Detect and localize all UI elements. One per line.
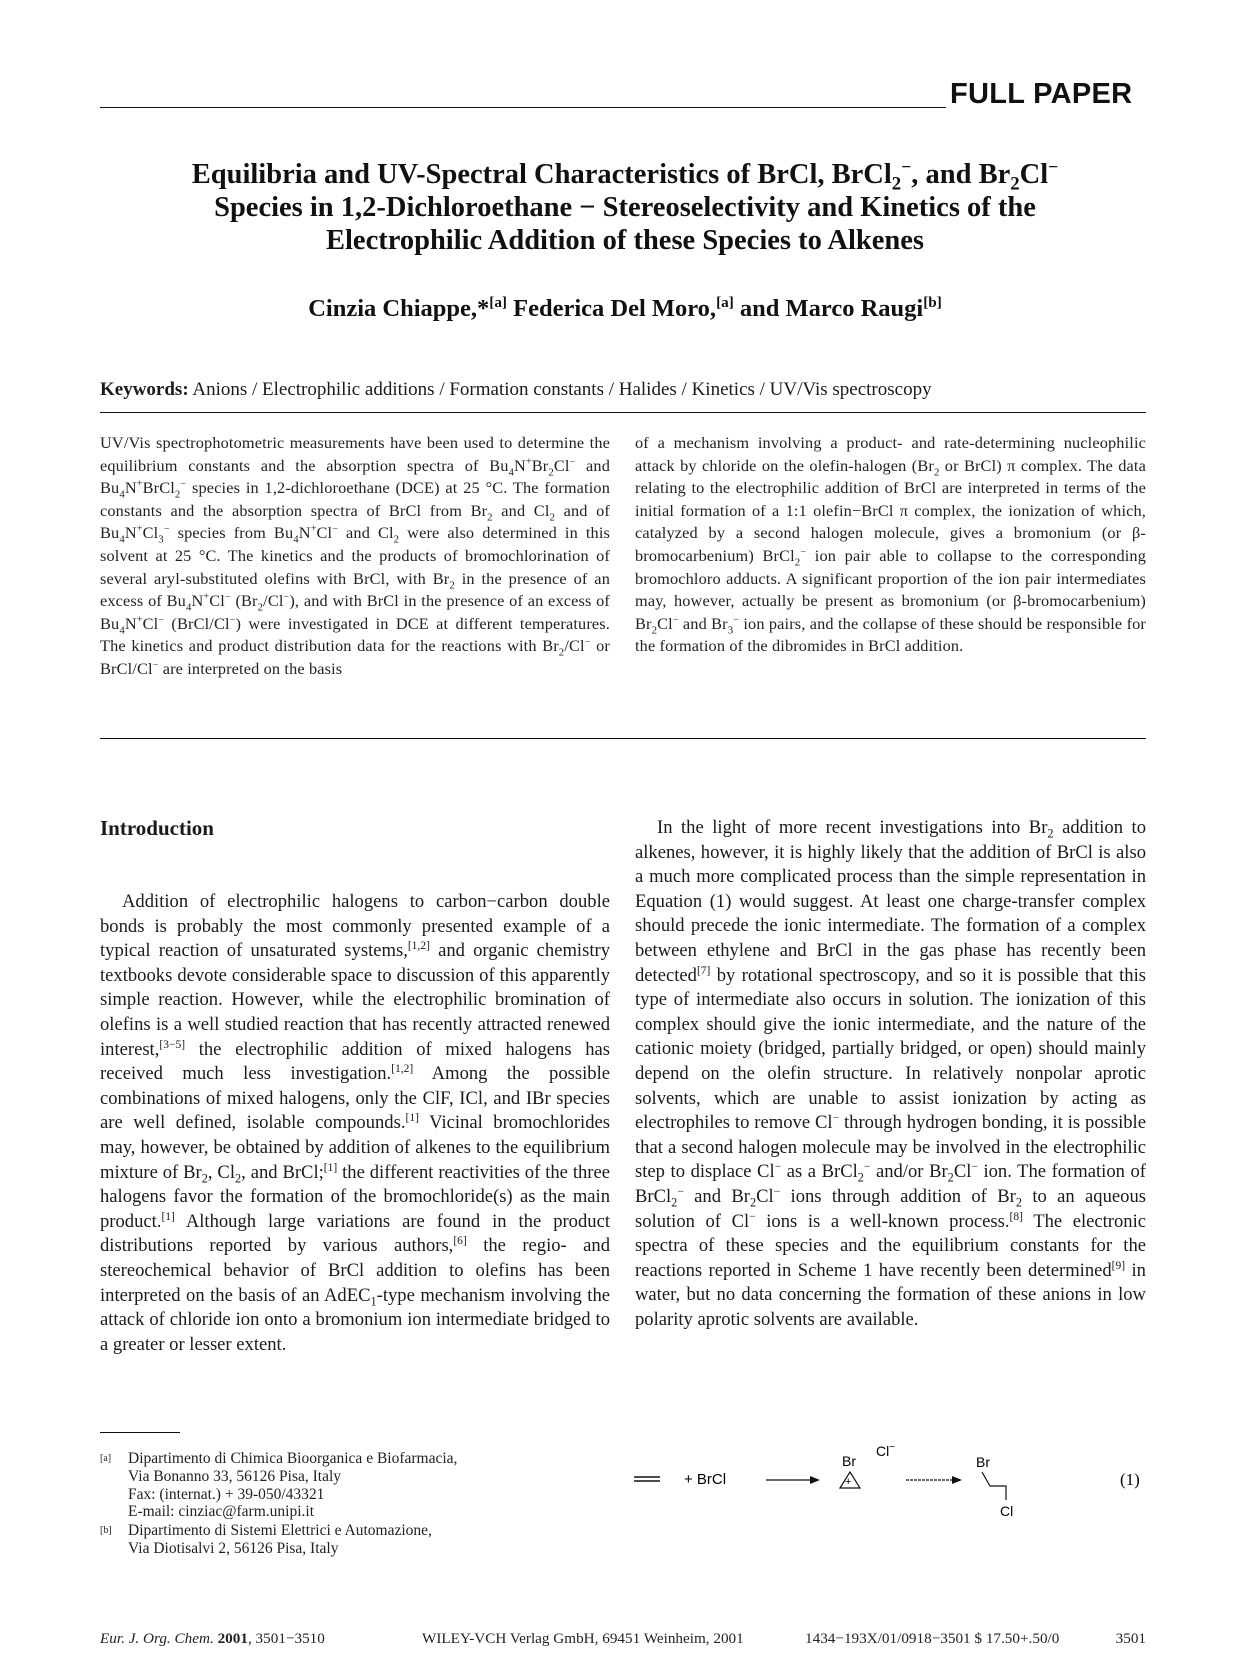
keywords-label: Keywords: [100,379,189,400]
author-list [100,295,1150,323]
intro-paragraph-2: In the light of more recent investigations into $Br_2$ addition to alkenes, however, it is highly likely that the addition of BrCl is also a much more complicated process than the simple representation in Equation (1) would suggest. At least one charge-transfer complex should precede the ionic intermediate. The formation of a complex between ethylene and BrCl in the gas phase has recently been detected[7] by rotational spectroscopy, and so it is possible that this type of intermediate also occurs in solution. The ionization of this complex should give the ionic intermediate, and the nature of the cationic moiety (bridged, partially bridged, or open) should mainly depend on the olefin structure. In relatively nonpolar aprotic solvents, which are unable to assist ionization by acting as electrophiles to remove Cl− through hydrogen bonding, it is possible that a second halogen molecule may be involved in the electrophilic step to displace Cl− as a BrCl$_2$− and/or $Br_2Cl^-$ ion. The formation of BrCl$_2$− and $Br_2Cl^-$ ions through addition of $Br_2$ to an aqueous solution of Cl− ions is a well-known process.[8] The electronic spectra of these species and the equilibrium constants for the reactions reported in Scheme 1 have recently been determined[9] in water, but no data concerning the formation of these anions in low polarity aprotic solvents are available. [635,817,1147,1330]
product-skeleton-icon [982,1472,1006,1500]
intro-paragraph-1: Addition of electrophilic halogens to carbon−carbon double bonds is probably the most commonly presented example of a typical reaction of unsaturated systems,[1,2] and organic chemistry textbooks devote considerable space to discussion of this apparently simple reaction. However, while the electrophilic bromination of olefins is a well studied reaction that has recently attracted renewed interest,[3−5] the electrophilic addition of mixed halogens has received much less investigation.[1,2] Among the possible combinations of mixed halogens, only the ClF, ICl, and IBr species are well defined, isolable compounds.[1] Vicinal bromochlorides may, however, be obtained by addition of alkenes to the equilibrium mixture of $Br_2$, $Cl_2$, and BrCl;[1] the different reactivities of the three halogens favor the formation of the bromochloride(s) as the main product.[1] Although large variations are found in the product distributions reported by various authors,[6] the regio- and stereochemical behavior of BrCl addition to olefins has been interpreted on the basis of an AdEC$_1$-type mechanism involving the attack of chloride ion onto a bromonium ion intermediate bridged to a greater or lesser extent. [100,891,611,1355]
alkene-icon [634,1477,660,1481]
title-line-3: Electrophilic Addition of these Species to Alkenes [326,225,924,256]
footnote-line: Dipartimento di Sistemi Elettrici e Automazione, [128,1522,432,1539]
title-line-1: Equilibria and UV-Spectral Characteristics of BrCl, BrCl$_2$−, and $Br_2Cl^-$ [191,156,1059,195]
author-2: Federica Del Moro, [506,295,717,322]
footnote-line: Via Bonanno 33, 56126 Pisa, Italy [128,1467,342,1485]
bromine-label: Br [842,1453,856,1469]
affiliation-mark: [b] [923,293,942,311]
abstract-right-column: of a mechanism involving a product- and rate-determining nucleophilic attack by chloride on the olefin-halogen ($Br_2$ or BrCl) π complex. The data relating to the electrophilic addition of BrCl are interpreted in terms of the initial formation of a 1:1 olefin−BrCl π complex, the ionization of which, catalyzed by a second halogen molecule, gives a bromonium (or β-bromocarbenium) BrCl$_2$− ion pair able to collapse to the corresponding bromochloro adducts. A significant proportion of the ion pair intermediates may, however, actually be present as bromonium (or β-bromocarbenium) $Br_2Cl^-$ and $Br_3^-$ ion pairs, and the collapse of these should be responsible for the formation of the dibromides in BrCl addition. [635,433,1147,656]
author-1: Cinzia Chiappe,* [308,295,490,322]
keywords [100,379,932,401]
footnote-mark: [a] [100,1453,112,1464]
keywords-text: Anions / Electrophilic additions / Formation constants / Halides / Kinetics / UV/Vis spectroscopy [188,379,932,400]
equation-1-scheme [630,1430,1150,1520]
section-label: FULL PAPER [950,78,1133,110]
issn: 1434−193X/01/0918−3501 $ 17.50+.50/0 [805,1630,1060,1647]
author-3: and Marco Raugi [733,295,924,322]
citation [100,1630,325,1648]
keywords-rule [100,412,1146,413]
product-chlorine-label: Cl [1000,1503,1014,1519]
reaction-arrow-icon [906,1476,962,1484]
product-bromine-label: Br [976,1454,990,1470]
chloride-label: Cl− [876,1442,896,1459]
affiliation-mark: [a] [716,293,734,311]
section-heading: Introduction [100,816,214,840]
footnote-line: Fax: (internat.) + 39-050/43321 [128,1485,325,1503]
page-number: 3501 [1115,1630,1146,1647]
affiliation-mark: [a] [489,293,507,311]
footnote-mark: [b] [100,1525,112,1536]
footnote-rule [100,1432,180,1433]
positive-charge-label: + [845,1476,852,1488]
header-rule [100,107,946,108]
journal-name: Eur. J. Org. Chem. [100,1630,214,1647]
footnote-email[interactable]: E-mail: cinziac@farm.unipi.it [128,1503,314,1521]
abstract-rule [100,738,1146,739]
paper-title [100,158,1150,257]
title-line-2: Species in 1,2-Dichloroethane − Stereoselectivity and Kinetics of the [214,192,1036,223]
footnote-line: Via Diotisalvi 2, 56126 Pisa, Italy [128,1539,339,1557]
reaction-arrow-icon [766,1476,820,1484]
equation-number: (1) [1120,1470,1140,1489]
year: 2001 [217,1630,248,1647]
publisher: WILEY-VCH Verlag GmbH, 69451 Weinheim, 2001 [422,1630,744,1647]
abstract-left-column: UV/Vis spectrophotometric measurements have been used to determine the equilibrium constants and the absorption spectra of $Bu_4N^+Br_2Cl^-$ and $Bu_4N^+BrCl_2^-$ species in 1,2-dichloroethane (DCE) at 25 °C. The formation constants and the absorption spectra of BrCl from $Br_2$ and $Cl_2$ and of $Bu_4N^+Cl_3^-$ species from $Bu_4N^+Cl^-$ and $Cl_2$ were also determined in this solvent at 25 °C. The kinetics and the products of bromochlorination of several aryl-substituted olefins with BrCl, with $Br_2$ in the presence of an excess of $Bu_4N^+Cl^-$ $(Br_2/Cl^-)$, and with BrCl in the presence of an excess of $Bu_4N^+Cl^-$ (BrCl/Cl−) were investigated in DCE at different temperatures. The kinetics and product distribution data for the reactions with $Br_2/Cl^-$ or BrCl/Cl− are interpreted on the basis [100,433,611,678]
footnote-line: Dipartimento di Chimica Bioorganica e Biofarmacia, [128,1450,458,1467]
reagent-label: + BrCl [684,1471,727,1488]
page-range: , 3501−3510 [247,1630,325,1647]
